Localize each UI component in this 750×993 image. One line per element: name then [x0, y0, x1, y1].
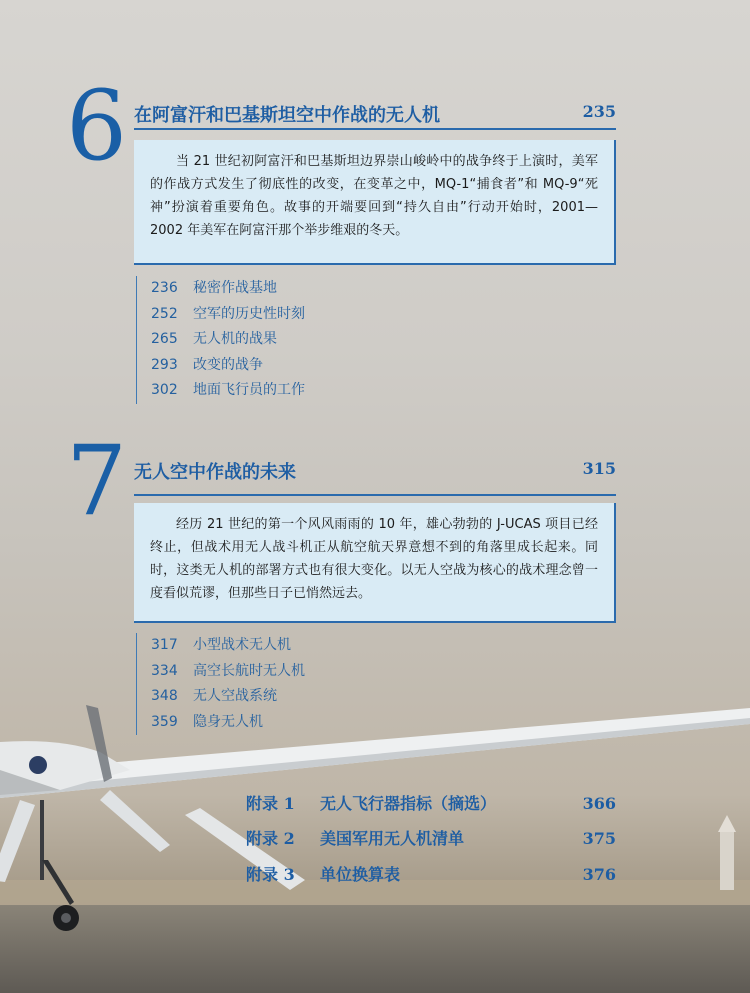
appendix-label: 附录 3 [246, 865, 295, 884]
section-title: 无人机的战果 [193, 331, 277, 347]
section-page-number: 265 [151, 331, 178, 347]
chapter-summary-box [134, 140, 616, 265]
chapter-summary-box [134, 503, 616, 623]
chapter-summary: 当 21 世纪初阿富汗和巴基斯坦边界崇山峻岭中的战争终于上演时，美军的作战方式发生了彻底性的改变，在变革之中，MQ-1“捕食者”和 MQ-9“死神”扮演着重要角色。故事的开端要回到“持久自由”行动开始时，2001—2002 年美军在阿富汗那个举步维艰的冬天。 [150, 154, 598, 238]
section-page-number: 236 [151, 280, 178, 296]
section-title: 高空长航时无人机 [193, 662, 305, 679]
section-page-number: 317 [151, 637, 178, 653]
appendix-page-number: 366 [582, 794, 616, 813]
appendix-label: 附录 1 [246, 794, 295, 813]
appendix-page-number: 376 [582, 865, 616, 884]
section-title: 无人空战系统 [193, 688, 277, 704]
appendix-label: 附录 2 [246, 829, 295, 848]
section-item[interactable] [151, 327, 305, 353]
section-title: 秘密作战基地 [193, 280, 277, 296]
chapter-number: 6 [66, 70, 128, 182]
section-title: 小型战术无人机 [193, 637, 291, 653]
section-page-number: 334 [151, 662, 178, 679]
section-item[interactable] [151, 710, 305, 736]
chapter-title[interactable]: 在阿富汗和巴基斯坦空中作战的无人机 [134, 105, 440, 126]
chapter-summary: 经历 21 世纪的第一个风风雨雨的 10 年，雄心勃勃的 J-UCAS 项目已经终止，但战术用无人战斗机正从航空航天界意想不到的角落里成长起来。同时，这类无人机的部署方式也有很大变化。以无人空战为核心的战术理念曾一度看似荒谬，但那些日子已悄然远去。 [150, 517, 598, 601]
section-list [136, 633, 305, 735]
appendix-entry[interactable] [246, 790, 616, 818]
section-item[interactable] [151, 276, 305, 302]
chapter-title[interactable]: 无人空中作战的未来 [134, 462, 296, 483]
chapter-divider [134, 128, 616, 130]
section-page-number: 252 [151, 305, 178, 322]
section-page-number: 293 [151, 356, 178, 373]
section-item[interactable] [151, 378, 305, 404]
appendix-title: 单位换算表 [320, 865, 401, 884]
chapter-page-number: 235 [582, 102, 616, 121]
section-page-number: 302 [151, 382, 178, 398]
appendix-entry[interactable] [246, 825, 616, 853]
section-list [136, 276, 305, 404]
section-item[interactable] [151, 353, 305, 379]
section-page-number: 359 [151, 713, 178, 730]
section-title: 空军的历史性时刻 [193, 305, 305, 322]
chapter-page-number: 315 [582, 459, 616, 478]
section-item[interactable] [151, 659, 305, 685]
chapter-number: 7 [66, 425, 128, 537]
section-title: 改变的战争 [193, 356, 263, 373]
appendix-title: 无人飞行器指标（摘选） [320, 794, 497, 813]
appendix-page-number: 375 [582, 829, 616, 848]
section-item[interactable] [151, 302, 305, 328]
section-item[interactable] [151, 633, 305, 659]
appendix-title: 美国军用无人机清单 [320, 829, 465, 848]
section-item[interactable] [151, 684, 305, 710]
chapter-divider [134, 494, 616, 496]
section-page-number: 348 [151, 688, 178, 704]
section-title: 隐身无人机 [193, 713, 263, 730]
section-title: 地面飞行员的工作 [193, 382, 305, 398]
appendix-entry[interactable] [246, 861, 616, 889]
